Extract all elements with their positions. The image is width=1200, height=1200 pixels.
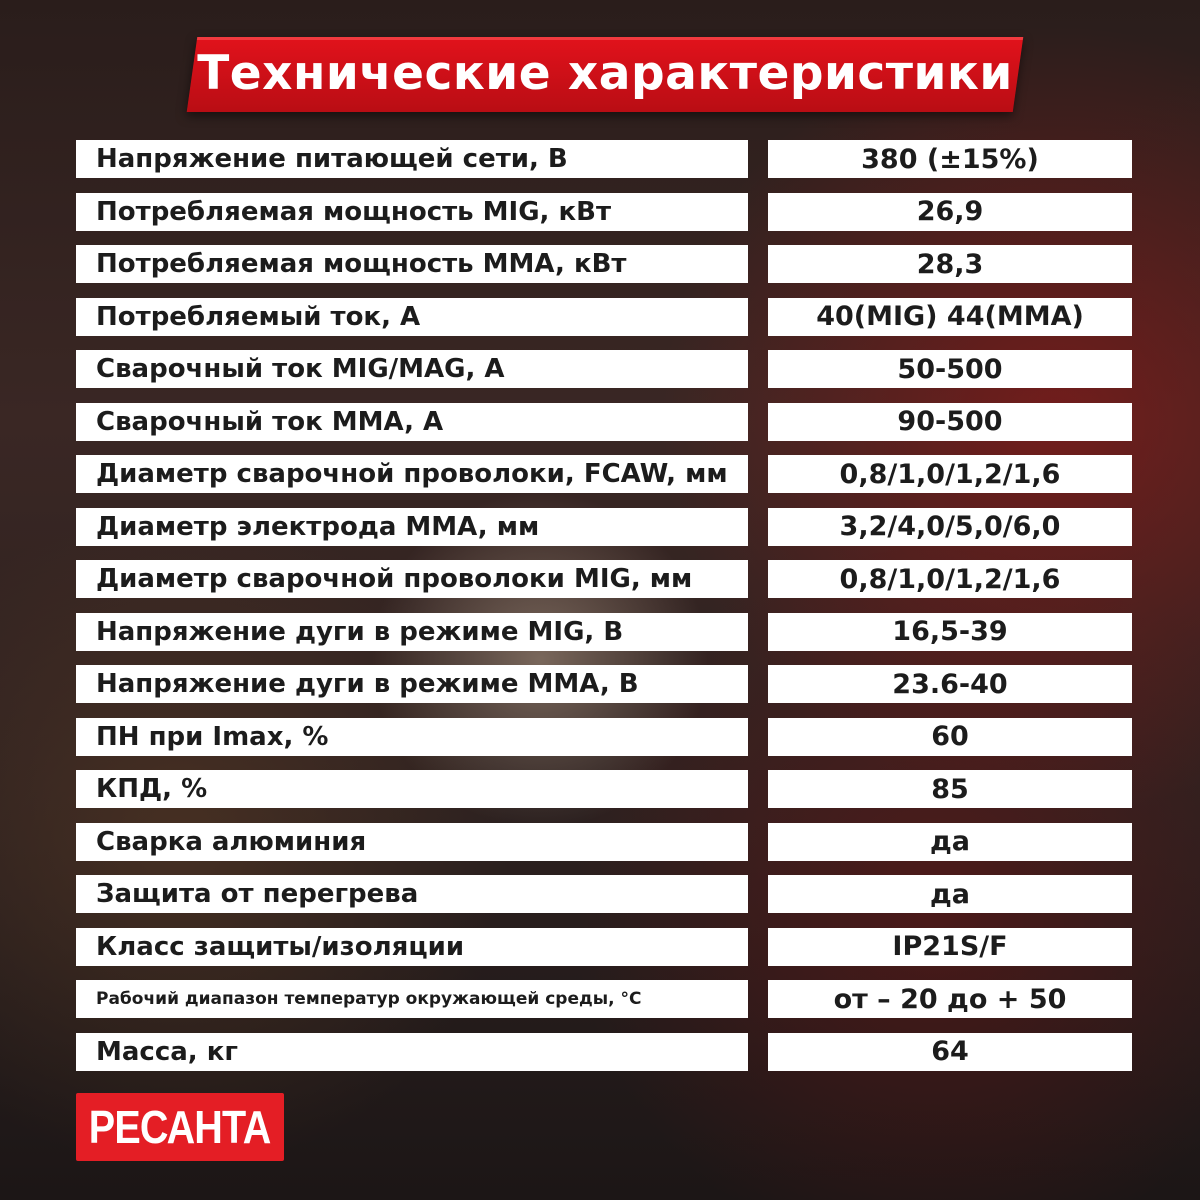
spec-value: 3,2/4,0/5,0/6,0 [768, 508, 1132, 546]
spec-value: 26,9 [768, 193, 1132, 231]
spec-label: Диаметр электрода MMA, мм [76, 508, 748, 546]
spec-label: Потребляемая мощность MMA, кВт [76, 245, 748, 283]
spec-row [76, 770, 1132, 808]
spec-label: ПН при Imax, % [76, 718, 748, 756]
spec-value: 60 [768, 718, 1132, 756]
spec-label: Класс защиты/изоляции [76, 928, 748, 966]
spec-value: 50-500 [768, 350, 1132, 388]
spec-label: Диаметр сварочной проволоки MIG, мм [76, 560, 748, 598]
spec-label: Потребляемый ток, А [76, 298, 748, 336]
spec-row [76, 245, 1132, 283]
spec-value: 28,3 [768, 245, 1132, 283]
spec-row [76, 350, 1132, 388]
spec-label: Напряжение дуги в режиме MMA, В [76, 665, 748, 703]
spec-row [76, 823, 1132, 861]
spec-label: Защита от перегрева [76, 875, 748, 913]
spec-value: да [768, 823, 1132, 861]
spec-row [76, 875, 1132, 913]
spec-row [76, 193, 1132, 231]
page-title: Технические характеристики [197, 45, 1013, 101]
spec-label: Сварка алюминия [76, 823, 748, 861]
spec-row [76, 928, 1132, 966]
brand-logo [76, 1093, 284, 1161]
spec-value: 380 (±15%) [768, 140, 1132, 178]
spec-label: Сварочный ток MIG/MAG, А [76, 350, 748, 388]
spec-value: 0,8/1,0/1,2/1,6 [768, 455, 1132, 493]
spec-value: от – 20 до + 50 [768, 980, 1132, 1018]
spec-value: 85 [768, 770, 1132, 808]
spec-value: IP21S/F [768, 928, 1132, 966]
spec-value: 0,8/1,0/1,2/1,6 [768, 560, 1132, 598]
spec-row [76, 298, 1132, 336]
spec-row [76, 508, 1132, 546]
spec-row [76, 718, 1132, 756]
brand-logo-text: РЕСАНТА [89, 1101, 271, 1153]
spec-label: Масса, кг [76, 1033, 748, 1071]
spec-row [76, 1033, 1132, 1071]
spec-value: 16,5-39 [768, 613, 1132, 651]
spec-row [76, 560, 1132, 598]
spec-label: КПД, % [76, 770, 748, 808]
spec-value: 90-500 [768, 403, 1132, 441]
spec-label: Напряжение дуги в режиме MIG, В [76, 613, 748, 651]
spec-row [76, 455, 1132, 493]
spec-row [76, 980, 1132, 1018]
spec-row [76, 140, 1132, 178]
spec-value: 40(MIG) 44(MMA) [768, 298, 1132, 336]
spec-label: Рабочий диапазон температур окружающей среды, °С [76, 980, 748, 1018]
spec-value: да [768, 875, 1132, 913]
spec-label: Сварочный ток MMA, А [76, 403, 748, 441]
spec-row [76, 613, 1132, 651]
spec-value: 64 [768, 1033, 1132, 1071]
spec-row [76, 403, 1132, 441]
spec-label: Диаметр сварочной проволоки, FCAW, мм [76, 455, 748, 493]
spec-label: Напряжение питающей сети, В [76, 140, 748, 178]
spec-row [76, 665, 1132, 703]
spec-label: Потребляемая мощность MIG, кВт [76, 193, 748, 231]
spec-value: 23.6-40 [768, 665, 1132, 703]
